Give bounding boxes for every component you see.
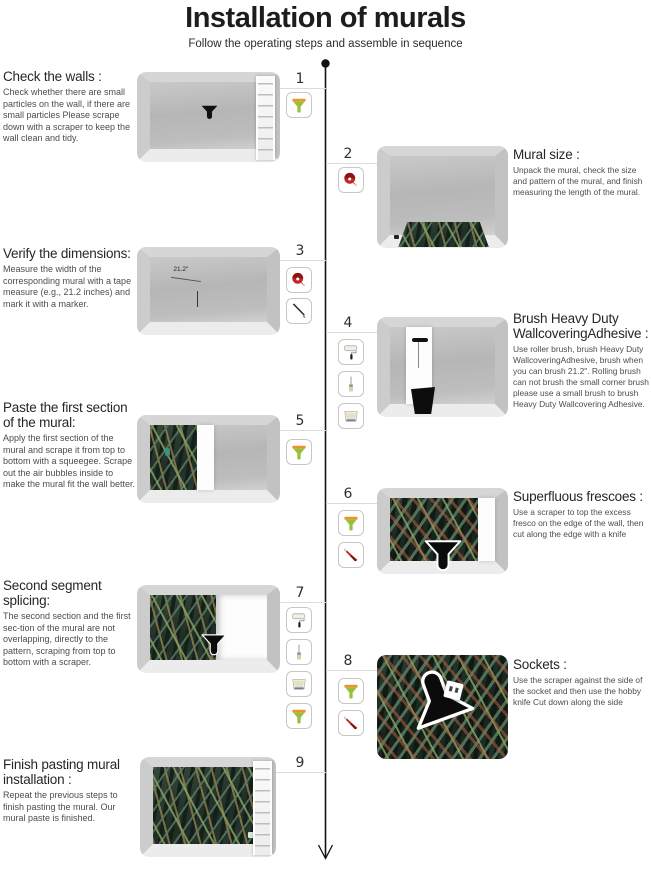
step-number-3: 3 — [295, 243, 305, 259]
ladder-icon — [256, 76, 275, 160]
tape-measure-icon — [338, 167, 364, 193]
step-7-text — [3, 578, 139, 669]
step-2-text — [513, 147, 649, 198]
room-backwall — [377, 317, 508, 417]
connector-step-5 — [272, 430, 326, 431]
pencil-mark-icon — [197, 291, 199, 307]
scraper-silhouette-icon — [201, 105, 218, 120]
scene-superfluous-frescoes — [377, 488, 508, 574]
socket-pin — [455, 687, 459, 693]
white-paper-strip — [197, 425, 215, 490]
arrow-down-icon — [319, 845, 333, 859]
roller-brush-icon — [286, 607, 312, 633]
connector-step-3 — [272, 260, 326, 261]
tape-measure-icon — [286, 267, 312, 293]
page-title: Installation of murals — [185, 2, 466, 34]
step-number-1: 1 — [295, 71, 305, 87]
step-number-9: 9 — [295, 755, 305, 771]
step-1-title: Check the walls : — [3, 69, 102, 84]
adhesive-bucket-icon — [411, 387, 435, 414]
squeegee-icon — [286, 439, 312, 465]
scene-brush-adhesive — [377, 317, 508, 417]
dimension-line — [171, 277, 201, 282]
room-backwall — [140, 757, 276, 857]
squeegee-icon — [286, 92, 312, 118]
step-6-title: Superfluous frescoes : — [513, 489, 643, 504]
room-backwall — [137, 247, 280, 335]
step-4-body: Use roller brush, brush Heavy Duty WallcoveringAdhesive, brush when you can brush 21.2". Rolling brush can not brush the small corner brush please use a small brush to brush Heavy Duty Wallcovering Adhesive. — [513, 344, 649, 409]
scene-second-segment — [137, 585, 280, 673]
room-backwall — [377, 146, 508, 248]
dimension-label: 21.2" — [173, 266, 189, 274]
step-6-body: Use a scraper to top the excess fresco on the edge of the wall, then cut along the edge with a knife — [513, 507, 644, 539]
page-subtitle: Follow the operating steps and assemble in sequence — [188, 38, 463, 50]
connector-step-7 — [272, 602, 326, 603]
step-5-text — [3, 400, 137, 491]
step-4-text — [513, 311, 649, 410]
room-backwall — [377, 488, 508, 574]
squeegee-icon — [338, 678, 364, 704]
scene-mural-size — [377, 146, 508, 248]
connector-step-1 — [272, 88, 326, 89]
step-7-body: The second section and the first sec-tion of the mural are not overlapping, directly to the pattern, scraping from top to bottom with a scraper. — [3, 611, 131, 668]
scraper-silhouette-icon — [424, 540, 462, 572]
mural-roll-on-floor — [398, 222, 488, 247]
tape-measure-mini-icon — [394, 235, 399, 239]
connector-step-2 — [326, 163, 380, 164]
flat-brush-icon — [338, 371, 364, 397]
knife-icon — [338, 542, 364, 568]
step-8-text — [513, 657, 649, 708]
paint-roller-icon — [412, 338, 428, 342]
scene-paste-first-section — [137, 415, 280, 503]
mural-finished — [153, 767, 263, 844]
step-5-title: Paste the first section of the mural: — [3, 400, 128, 431]
marker-icon — [286, 298, 312, 324]
step-4-title: Brush Heavy Duty WallcoveringAdhesive : — [513, 311, 649, 342]
step-3-text — [3, 246, 135, 310]
step-9-title: Finish pasting mural installation : — [3, 757, 120, 788]
step-number-7: 7 — [295, 585, 305, 601]
step-8-title: Sockets : — [513, 657, 567, 672]
room-backwall — [137, 585, 280, 673]
step-2-body: Unpack the mural, check the size and pattern of the mural, and finish measuring the length of the mural. — [513, 165, 643, 197]
step-9-text — [3, 757, 137, 825]
flat-brush-icon — [286, 639, 312, 665]
step-5-body: Apply the first section of the mural and scrape it from top to bottom with a squeegee. Scrape out the air bubbles inside to make the mural fit the wall better. — [3, 433, 136, 490]
scraper-silhouette-icon — [398, 659, 475, 733]
roller-brush-icon — [338, 339, 364, 365]
scene-check-walls — [137, 72, 280, 162]
step-7-title: Second segment splicing: — [3, 578, 102, 609]
scene-sockets-closeup — [377, 655, 508, 759]
step-2-title: Mural size : — [513, 147, 580, 162]
step-number-2: 2 — [343, 146, 353, 162]
adhesive-tray-icon — [286, 671, 312, 697]
scene-verify-dimensions — [137, 247, 280, 335]
step-3-body: Measure the width of the corresponding mural with a tape measure (e.g., 21.2 inches) and mark it with a marker. — [3, 264, 132, 309]
excess-white-strip — [478, 498, 495, 561]
step-number-4: 4 — [343, 315, 353, 331]
step-number-6: 6 — [343, 486, 353, 502]
squeegee-icon — [286, 703, 312, 729]
connector-step-6 — [326, 503, 380, 504]
mural-first-section — [150, 425, 197, 490]
scene-finished-mural — [140, 757, 276, 857]
roller-handle — [418, 342, 419, 368]
connector-step-9 — [272, 772, 326, 773]
connector-step-4 — [326, 332, 380, 333]
step-6-text — [513, 489, 649, 540]
room-backwall — [137, 72, 280, 162]
step-8-body: Use the scraper against the side of the socket and then use the hobby knife Cut down along the side — [513, 675, 643, 707]
knife-icon — [338, 710, 364, 736]
step-number-8: 8 — [343, 653, 353, 669]
step-9-body: Repeat the previous steps to finish pasting the mural. Our mural paste is finished. — [3, 790, 118, 824]
scraper-silhouette-icon — [201, 634, 227, 656]
parrot-accent — [165, 448, 170, 456]
step-1-text — [3, 69, 135, 145]
room-backwall — [137, 415, 280, 503]
timeline-start-dot — [321, 59, 329, 67]
adhesive-tray-icon — [338, 403, 364, 429]
step-number-5: 5 — [295, 413, 305, 429]
connector-step-8 — [326, 670, 380, 671]
squeegee-icon — [338, 510, 364, 536]
step-1-body: Check whether there are small particles on the wall, if there are small particles Please scrape down with a scraper to keep the wall clean and tidy. — [3, 87, 131, 144]
ladder-icon — [253, 761, 272, 855]
step-3-title: Verify the dimensions: — [3, 246, 131, 261]
socket-pin — [449, 686, 453, 692]
